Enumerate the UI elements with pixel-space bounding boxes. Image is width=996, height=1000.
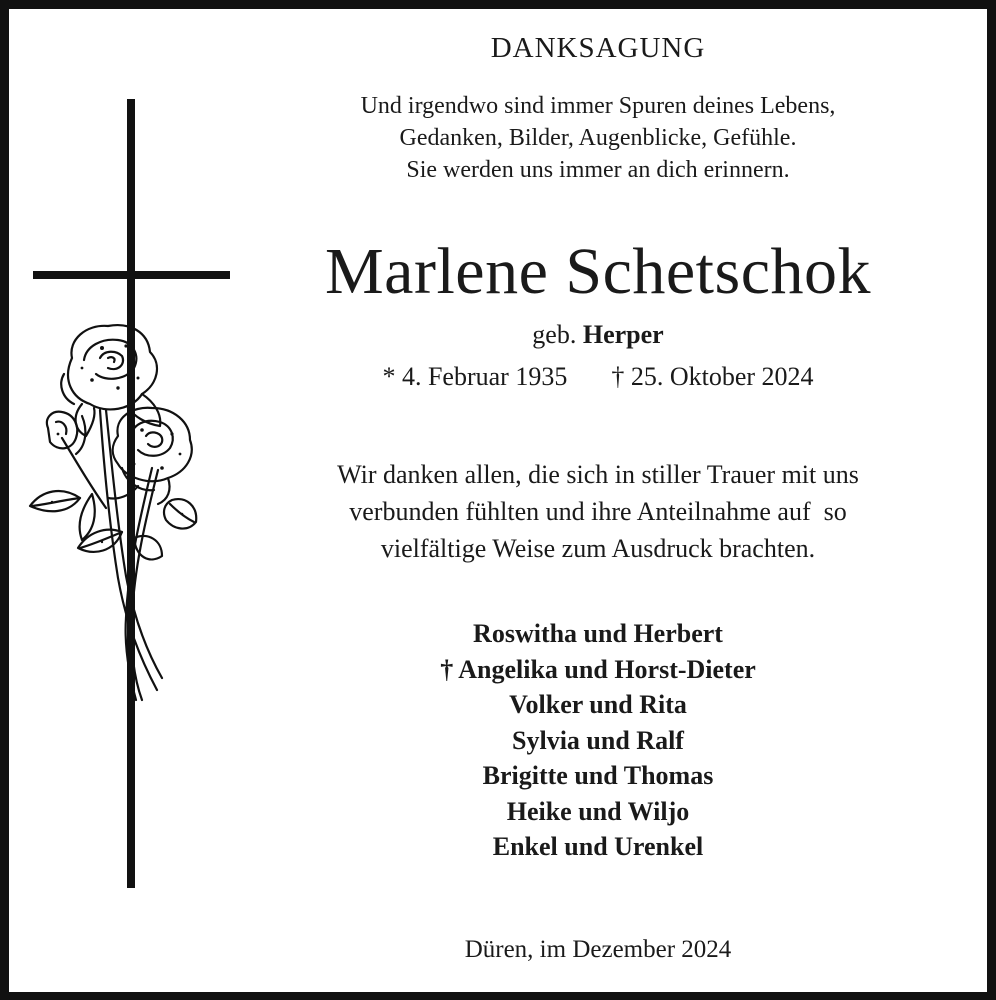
family-member: † Angelika und Horst-Dieter — [440, 654, 756, 684]
poem-line: Sie werden uns immer an dich erinnern. — [406, 157, 790, 183]
notice-heading: DANKSAGUNG — [490, 32, 706, 64]
place-date: Düren, im Dezember 2024 — [464, 936, 732, 963]
thanks-line: Wir danken allen, die sich in stiller Trauer mit uns — [337, 460, 859, 489]
family-member: Enkel und Urenkel — [492, 832, 704, 861]
poem — [280, 90, 916, 186]
life-dates — [280, 360, 916, 394]
family-member: Volker und Rita — [509, 690, 687, 719]
family-list — [280, 616, 916, 865]
birth-date: * 4. Februar 1935 — [382, 362, 568, 391]
thanks-text — [280, 456, 916, 567]
birth-name-prefix: geb. — [532, 320, 577, 349]
family-member: Roswitha und Herbert — [473, 619, 723, 648]
birth-name-line — [280, 318, 916, 352]
thanks-line: verbunden fühlten und ihre Anteilnahme auf so — [349, 497, 847, 526]
deceased-name: Marlene Schetschok — [325, 235, 871, 308]
cross-icon-horizontal-beam — [33, 271, 230, 279]
family-member: Brigitte und Thomas — [482, 761, 714, 790]
roses-icon — [22, 318, 212, 708]
poem-line: Und irgendwo sind immer Spuren deines Lebens, — [360, 93, 836, 119]
family-member: Sylvia und Ralf — [512, 725, 684, 755]
death-date: † 25. Oktober 2024 — [611, 362, 814, 391]
poem-line: Gedanken, Bilder, Augenblicke, Gefühle. — [399, 125, 797, 151]
family-member: Heike und Wiljo — [506, 796, 690, 826]
thanks-line: vielfältige Weise zum Ausdruck brachten. — [380, 534, 816, 563]
birth-name: Herper — [582, 320, 664, 349]
